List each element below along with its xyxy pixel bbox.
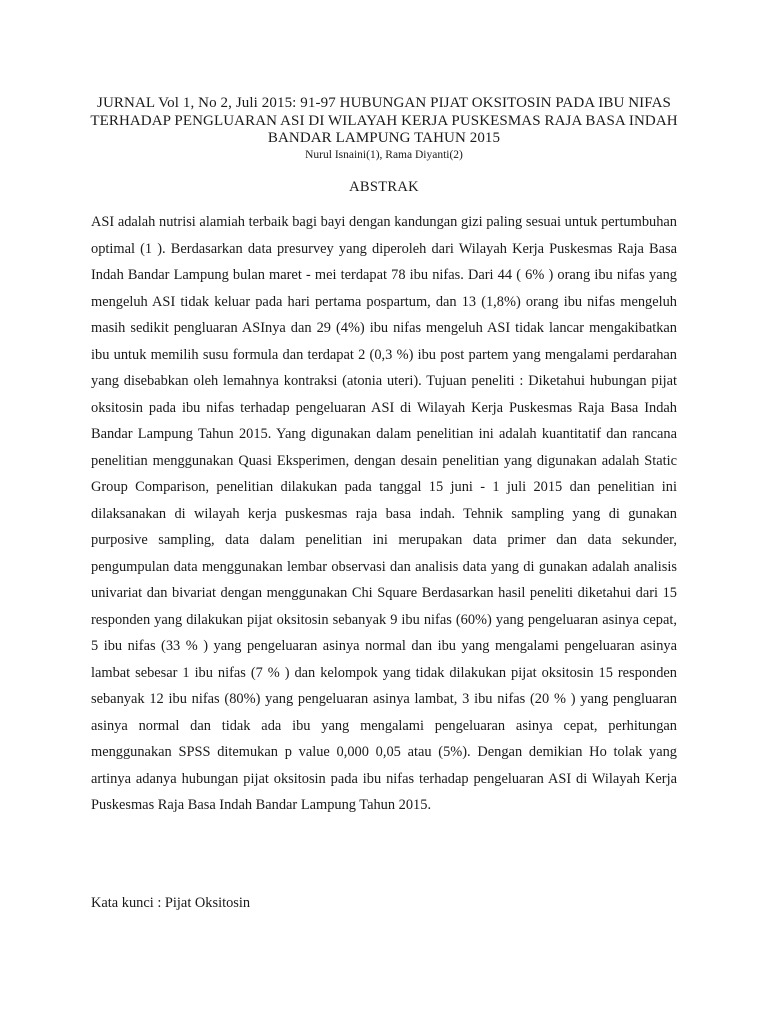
abstract-body: ASI adalah nutrisi alamiah terbaik bagi bayi dengan kandungan gizi paling sesuai untuk pertumbuhan optimal (1 ). Berdasarkan data presurvey yang diperoleh dari Wilayah Kerja Puskesmas Raja Basa Indah Bandar Lampung bulan maret - mei terdapat 78 ibu nifas. Dari 44 ( 6% ) orang ibu nifas yang mengeluh ASI tidak keluar pada hari pertama pospartum, dan 13 (1,8%) orang ibu nifas mengeluh masih sedikit pengluaran ASInya dan 29 (4%) ibu nifas mengeluh ASI tidak lancar mengakibatkan ibu untuk memilih susu formula dan terdapat 2 (0,3 %) ibu post partem yang mengalami perdarahan yang disebabkan oleh lemahnya kontraksi (atonia uteri). Tujuan peneliti : Diketahui hubungan pijat oksitosin pada ibu nifas terhadap pengeluaran ASI di Wilayah Kerja Puskesmas Raja Basa Indah Bandar Lampung Tahun 2015. Yang digunakan dalam penelitian ini adalah kuantitatif dan rancana penelitian menggunakan Quasi Eksperimen, dengan desain penelitian yang digunakan adalah Static Group Comparison, penelitian dilakukan pada tanggal 15 juni - 1 juli 2015 dan penelitian ini dilaksanakan di wilayah kerja puskesmas raja basa indah. Tehnik sampling yang di gunakan purposive sampling, data dalam penelitian ini merupakan data primer dan data sekunder, pengumpulan data menggunakan lembar observasi dan analisis data yang di gunakan adalah analisis univariat dan bivariat dengan menggunakan Chi Square Berdasarkan hasil peneliti diketahui dari 15 responden yang dilakukan pijat oksitosin sebanyak 9 ibu nifas (60%) yang pengeluaran asinya cepat, 5 ibu nifas (33 % ) yang pengeluaran asinya normal dan ibu yang mengalami pengeluaran asinya lambat sebesar 1 ibu nifas (7 % ) dan kelompok yang tidak dilakukan pijat oksitosin 15 responden sebanyak 12 ibu nifas (80%) yang pengeluaran asinya lambat, 3 ibu nifas (20 % ) yang pengluaran asinya normal dan tidak ada ibu yang mengalami pengeluaran asinya cepat, perhitungan menggunakan SPSS ditemukan p value 0,000 0,05 atau (5%). Dengan demikian Ho tolak yang artinya adanya hubungan pijat oksitosin pada ibu nifas terhadap pengeluaran ASI di Wilayah Kerja Puskesmas Raja Basa Indah Bandar Lampung Tahun 2015. [91, 214, 677, 813]
journal-title: JURNAL Vol 1, No 2, Juli 2015: 91-97 HUBUNGAN PIJAT OKSITOSIN PADA IBU NIFAS TERHADAP PENGLUARAN ASI DI WILAYAH KERJA PUSKESMAS RAJA BASA INDAH BANDAR LAMPUNG TAHUN 2015 [90, 95, 678, 146]
keywords-line: Kata kunci : Pijat Oksitosin [91, 895, 251, 911]
abstract-heading: ABSTRAK [349, 179, 419, 195]
author-line: Nurul Isnaini(1), Rama Diyanti(2) [305, 149, 463, 161]
